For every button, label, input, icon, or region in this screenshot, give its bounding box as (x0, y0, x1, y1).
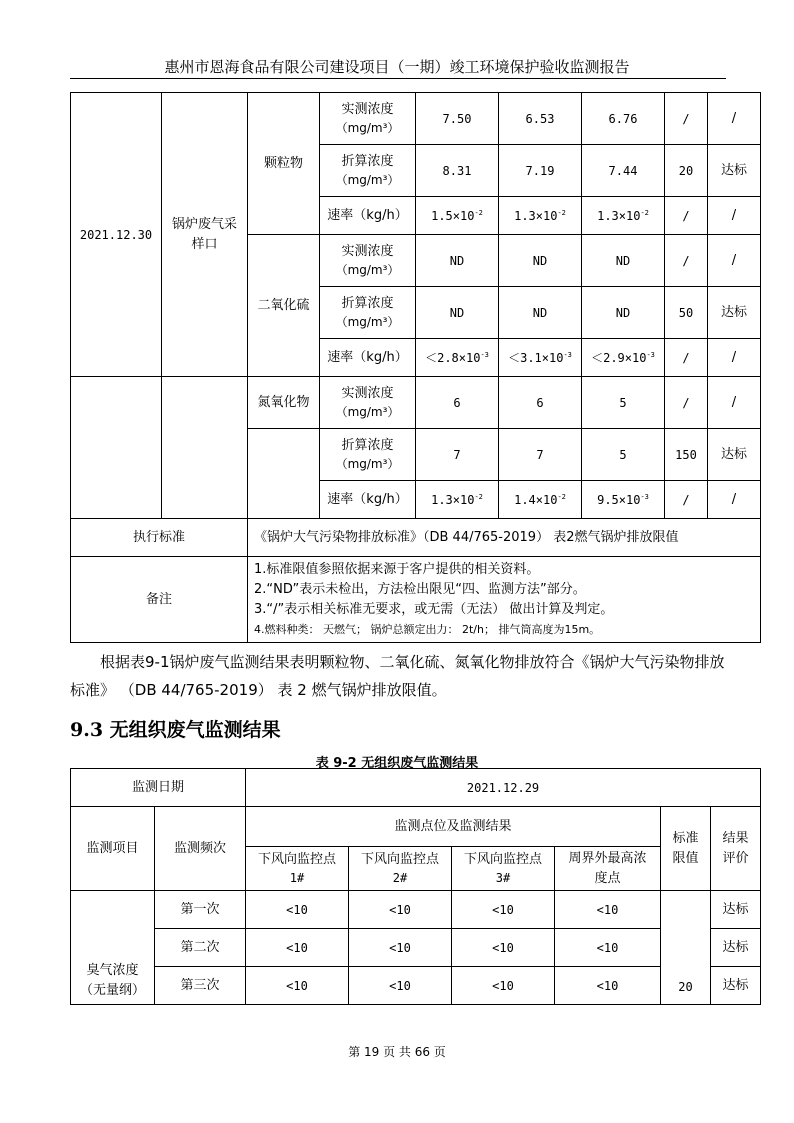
value-cell (246, 967, 349, 1005)
value-cell (499, 93, 582, 145)
point-label: 下风向监控点 (464, 851, 543, 867)
points-header-cell (246, 807, 661, 847)
data-row (71, 967, 761, 1005)
result-cell (708, 93, 761, 145)
exponent: -3 (640, 492, 649, 501)
measured-value: 1.3×10 (597, 208, 641, 223)
parameter-label: 速率（kg/h） (327, 207, 408, 223)
freq-header: 监测频次 (174, 840, 227, 856)
measured-value: ND (532, 253, 548, 268)
limit-cell (661, 891, 711, 1005)
date-label-cell (71, 769, 246, 807)
page-footer: 第 19 页 共 66 页 (348, 1045, 446, 1059)
boiler-emission-table (70, 92, 761, 643)
parameter-cell (320, 235, 416, 287)
measured-value: ND (615, 253, 631, 268)
result-header: 评价 (722, 850, 749, 866)
header-row (71, 807, 761, 847)
freq-cell (155, 891, 246, 929)
value-cell (499, 481, 582, 519)
limit-header-cell (661, 807, 711, 891)
value-cell (349, 891, 452, 929)
measured-value: <10 (286, 940, 308, 955)
result-value: / (731, 252, 737, 268)
measured-value: ND (449, 253, 465, 268)
standard-label-cell (71, 519, 248, 557)
measured-value: <10 (286, 902, 308, 917)
value-cell (499, 377, 582, 429)
parameter-label: 速率（kg/h） (327, 349, 408, 365)
freq-value: 第一次 (180, 901, 220, 917)
limit-value: 20 (678, 163, 694, 178)
parameter-label: 实测浓度 (341, 101, 394, 117)
date-value: 2021.12.30 (79, 227, 153, 242)
parameter-label: 速率（kg/h） (327, 491, 408, 507)
result-cell (711, 929, 761, 967)
measured-value: ND (449, 305, 465, 320)
measured-value: <10 (389, 978, 411, 993)
limit-value: 20 (678, 980, 693, 994)
exponent: -3 (480, 350, 489, 359)
pollutant-cell (248, 235, 320, 377)
exponent: -3 (563, 350, 572, 359)
measured-value: <10 (596, 978, 619, 993)
value-cell (416, 377, 499, 429)
measured-value: <10 (596, 940, 619, 955)
point-label: 下风向监控点 (258, 851, 337, 867)
location-cell (162, 93, 248, 377)
notes-label: 备注 (145, 591, 172, 607)
value-cell (452, 891, 555, 929)
notes-cell (248, 557, 761, 643)
value-cell (582, 377, 665, 429)
measured-value: 6.53 (525, 111, 555, 126)
notes-row (71, 557, 761, 643)
parameter-label: 实测浓度 (341, 243, 394, 259)
freq-cell (155, 929, 246, 967)
blank-cell (248, 429, 320, 519)
parameter-label: 折算浓度 (341, 153, 394, 169)
limit-cell (665, 429, 708, 481)
measured-value: 7.19 (525, 163, 555, 178)
point-label: 1# (289, 871, 305, 886)
measured-value: <10 (389, 940, 411, 955)
value-cell (499, 429, 582, 481)
measured-value: 9.5×10 (597, 492, 641, 507)
value-cell (582, 235, 665, 287)
limit-cell (665, 235, 708, 287)
point-header-cell (452, 847, 555, 891)
value-cell (416, 287, 499, 339)
value-cell (555, 891, 661, 929)
conclusion-paragraph: 根据表9-1锅炉废气监测结果表明颗粒物、二氧化硫、氮氧化物排放符合《锅炉大气污染物排放标准》 （DB 44/765-2019） 表 2 燃气锅炉排放限值。 (70, 653, 725, 699)
value-cell (582, 429, 665, 481)
measured-value: ＜2.8×10 (425, 350, 481, 365)
point-label: 3# (495, 871, 511, 886)
parameter-label: （mg/m³） (335, 405, 400, 420)
limit-value: / (682, 253, 690, 268)
limit-value: 50 (678, 305, 694, 320)
table-caption: 表 9-2 无组织废气监测结果 (315, 756, 479, 771)
result-cell (708, 197, 761, 235)
date-value-cell (246, 769, 761, 807)
limit-cell (665, 145, 708, 197)
parameter-label: 折算浓度 (341, 295, 394, 311)
value-cell (582, 339, 665, 377)
result-cell (708, 145, 761, 197)
limit-cell (665, 377, 708, 429)
measured-value: 5 (619, 447, 627, 462)
limit-header: 限值 (672, 850, 699, 866)
table-row (71, 377, 761, 429)
location-text: 锅炉废气采 (171, 217, 237, 232)
exponent: -2 (474, 208, 483, 217)
measured-value: 1.5×10 (431, 208, 475, 223)
pollutant-name: 颗粒物 (263, 155, 303, 171)
value-cell (582, 287, 665, 339)
parameter-cell (320, 429, 416, 481)
parameter-label: （mg/m³） (335, 173, 400, 188)
parameter-cell (320, 339, 416, 377)
exponent: -2 (557, 208, 566, 217)
measured-value: 6.76 (608, 111, 638, 126)
value-cell (416, 93, 499, 145)
parameter-cell (320, 481, 416, 519)
measured-value: 8.31 (442, 163, 472, 178)
parameter-label: 实测浓度 (341, 385, 394, 401)
measured-value: 1.3×10 (514, 208, 558, 223)
result-value: 达标 (722, 977, 749, 993)
blank-cell (71, 377, 162, 519)
result-value: 达标 (722, 939, 749, 955)
limit-value: / (682, 395, 690, 410)
date-value: 2021.12.29 (466, 780, 540, 795)
note-line: 1.标准限值参照依据来源于客户提供的相关资料。 (254, 561, 540, 577)
parameter-cell (320, 145, 416, 197)
value-cell (349, 967, 452, 1005)
point-label: 周界外最高浓 (568, 851, 647, 866)
exponent: -3 (646, 350, 655, 359)
measured-value: 7.44 (608, 163, 638, 178)
note-line: 4.燃料种类： 天燃气； 锅炉总额定出力： 2t/h； 排气筒高度为15m。 (254, 622, 601, 636)
result-value: / (731, 207, 737, 223)
freq-cell (155, 967, 246, 1005)
blank-cell (162, 377, 248, 519)
data-row (71, 891, 761, 929)
limit-value: 150 (675, 447, 697, 462)
measured-value: <10 (492, 902, 514, 917)
point-label: 2# (392, 871, 408, 886)
item-header: 监测项目 (86, 840, 139, 856)
result-header-cell (711, 807, 761, 891)
measured-value: 6 (453, 395, 461, 410)
measured-value: 1.3×10 (431, 492, 475, 507)
pollutant-cell (248, 93, 320, 235)
value-cell (555, 967, 661, 1005)
measured-value: ND (532, 305, 548, 320)
result-value: / (731, 491, 737, 507)
limit-value: / (682, 111, 690, 126)
item-name: 臭气浓度 (86, 963, 139, 978)
freq-value: 第三次 (180, 977, 220, 993)
parameter-cell (320, 287, 416, 339)
measured-value: <10 (492, 978, 514, 993)
result-value: 达标 (722, 901, 749, 917)
pollutant-name: 氮氧化物 (257, 394, 310, 410)
exponent: -2 (474, 492, 483, 501)
value-cell (555, 929, 661, 967)
point-header-cell (555, 847, 661, 891)
measured-value: <10 (596, 902, 619, 917)
date-row (71, 769, 761, 807)
measured-value: 5 (619, 395, 627, 410)
value-cell (416, 481, 499, 519)
date-label: 监测日期 (132, 779, 185, 795)
result-cell (708, 235, 761, 287)
value-cell (582, 197, 665, 235)
standard-value-cell (248, 519, 761, 557)
value-cell (416, 145, 499, 197)
value-cell (416, 235, 499, 287)
measured-value: ND (615, 305, 631, 320)
table-row (71, 93, 761, 145)
value-cell (246, 929, 349, 967)
limit-cell (665, 287, 708, 339)
item-name: （无量纲） (79, 982, 145, 998)
value-cell (416, 339, 499, 377)
value-cell (416, 197, 499, 235)
point-label: 下风向监控点 (361, 851, 440, 867)
fugitive-emission-table (70, 768, 761, 1005)
result-cell (708, 377, 761, 429)
standard-row (71, 519, 761, 557)
result-cell (708, 481, 761, 519)
limit-cell (665, 339, 708, 377)
point-header-cell (349, 847, 452, 891)
date-cell (71, 93, 162, 377)
result-cell (708, 429, 761, 481)
measured-value: <10 (389, 902, 411, 917)
parameter-cell (320, 93, 416, 145)
value-cell (416, 429, 499, 481)
measured-value: <10 (286, 978, 308, 993)
value-cell (582, 481, 665, 519)
result-value: / (731, 349, 737, 365)
notes-label-cell (71, 557, 248, 643)
value-cell (582, 93, 665, 145)
value-cell (452, 929, 555, 967)
exponent: -2 (640, 208, 649, 217)
value-cell (499, 339, 582, 377)
freq-header-cell (155, 807, 246, 891)
note-line: 3.“/”表示相关标准无要求，或无需（无法） 做出计算及判定。 (254, 601, 614, 617)
measured-value: ＜3.1×10 (508, 350, 564, 365)
measured-value: <10 (492, 940, 514, 955)
value-cell (499, 235, 582, 287)
value-cell (499, 287, 582, 339)
freq-value: 第二次 (180, 939, 220, 955)
result-value: 达标 (720, 162, 747, 178)
measured-value: 1.4×10 (514, 492, 558, 507)
limit-cell (665, 197, 708, 235)
parameter-cell (320, 377, 416, 429)
result-cell (711, 967, 761, 1005)
report-header: 惠州市恩海食品有限公司建设项目（一期）竣工环境保护验收监测报告 (164, 58, 630, 76)
value-cell (349, 929, 452, 967)
item-name-cell (71, 891, 155, 1005)
result-cell (711, 891, 761, 929)
point-label: 度点 (594, 870, 621, 886)
note-line: 2.“ND”表示未检出，方法检出限见“四、监测方法”部分。 (254, 581, 586, 597)
limit-cell (665, 93, 708, 145)
result-header: 结果 (722, 831, 749, 846)
data-row (71, 929, 761, 967)
measured-value: 6 (536, 395, 544, 410)
parameter-label: （mg/m³） (335, 121, 400, 136)
result-cell (708, 287, 761, 339)
pollutant-name: 二氧化硫 (257, 297, 310, 313)
measured-value: 7.50 (442, 111, 472, 126)
exponent: -2 (557, 492, 566, 501)
parameter-label: 折算浓度 (341, 437, 394, 453)
measured-value: 7 (536, 447, 544, 462)
result-value: / (731, 110, 737, 126)
measured-value: ＜2.9×10 (591, 350, 647, 365)
value-cell (246, 891, 349, 929)
limit-value: / (682, 492, 690, 507)
limit-value: / (682, 350, 690, 365)
standard-label: 执行标准 (132, 529, 185, 545)
point-header-cell (246, 847, 349, 891)
result-value: 达标 (720, 446, 747, 462)
section-title: 9.3 无组织废气监测结果 (70, 719, 281, 741)
item-header-cell (71, 807, 155, 891)
pollutant-cell (248, 377, 320, 429)
result-cell (708, 339, 761, 377)
value-cell (499, 197, 582, 235)
parameter-label: （mg/m³） (335, 263, 400, 278)
limit-value: / (682, 208, 690, 223)
parameter-label: （mg/m³） (335, 457, 400, 472)
location-text: 样口 (191, 236, 218, 252)
header-rule (70, 78, 726, 79)
standard-value: 《锅炉大气污染物排放标准》（DB 44/765-2019） 表2燃气锅炉排放限值 (254, 529, 679, 545)
result-value: / (731, 394, 737, 410)
limit-header: 标准 (672, 831, 699, 846)
value-cell (582, 145, 665, 197)
measured-value: 7 (453, 447, 461, 462)
parameter-cell (320, 197, 416, 235)
value-cell (452, 967, 555, 1005)
value-cell (499, 145, 582, 197)
parameter-label: （mg/m³） (335, 315, 400, 330)
points-header: 监测点位及监测结果 (394, 818, 512, 834)
result-value: 达标 (720, 304, 747, 320)
limit-cell (665, 481, 708, 519)
